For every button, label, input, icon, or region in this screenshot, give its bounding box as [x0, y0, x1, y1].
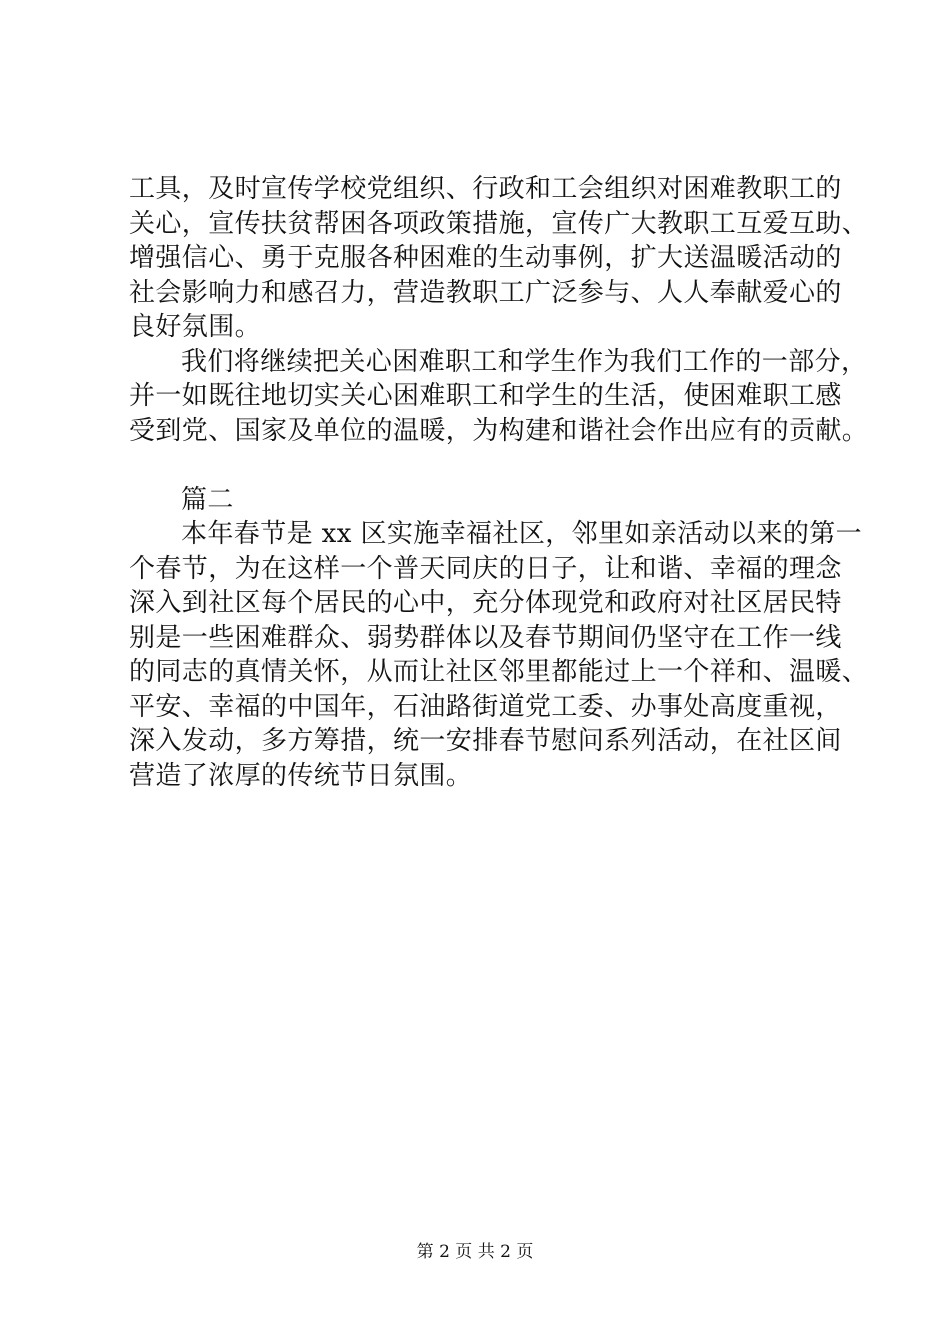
text-line: 平安、幸福的中国年，石油路街道党工委、办事处高度重视， — [129, 691, 842, 722]
paragraph-1 — [129, 172, 869, 345]
text-line: 别是一些困难群众、弱势群体以及春节期间仍坚守在工作一线 — [129, 622, 842, 653]
page-number: 第 2 页 共 2 页 — [416, 1242, 534, 1262]
text-line: 个春节，为在这样一个普天同庆的日子，让和谐、幸福的理念 — [129, 553, 842, 584]
text-line: 工具，及时宣传学校党组织、行政和工会组织对困难教职工的 — [129, 174, 842, 204]
paragraph-2 — [129, 345, 869, 449]
text-line: 增强信心、勇于克服各种困难的生动事例，扩大送温暖活动的 — [129, 243, 842, 273]
text-line: 我们将继续把关心困难职工和学生作为我们工作的一部分， — [181, 346, 868, 377]
page-footer — [0, 1240, 950, 1264]
text-line: 营造了浓厚的传统节日氛围。 — [129, 760, 473, 791]
text-line: 深入发动，多方筹措，统一安排春节慰问系列活动，在社区间 — [129, 726, 842, 756]
text-line: 深入到社区每个居民的心中，充分体现党和政府对社区居民特 — [129, 588, 842, 618]
text-line: 的同志的真情关怀，从而让社区邻里都能过上一个祥和、温暖、 — [129, 657, 869, 687]
text-line: 并一如既往地切实关心困难职工和学生的生活，使困难职工感 — [129, 381, 842, 411]
text-line: 社会影响力和感召力，营造教职工广泛参与、人人奉献爱心的 — [129, 277, 842, 308]
text-line: 良好氛围。 — [129, 312, 262, 342]
document-body — [129, 172, 869, 793]
text-line: 关心，宣传扶贫帮困各项政策措施，宣传广大教职工互爱互助、 — [129, 208, 869, 239]
blank-line — [129, 448, 849, 483]
paragraph-3 — [129, 517, 869, 793]
text-line: 本年春节是 xx 区实施幸福社区，邻里如亲活动以来的第一 — [181, 519, 863, 549]
text-line: 受到党、国家及单位的温暖，为构建和谐社会作出应有的贡献。 — [129, 415, 869, 446]
section-heading: 篇二 — [181, 484, 234, 515]
